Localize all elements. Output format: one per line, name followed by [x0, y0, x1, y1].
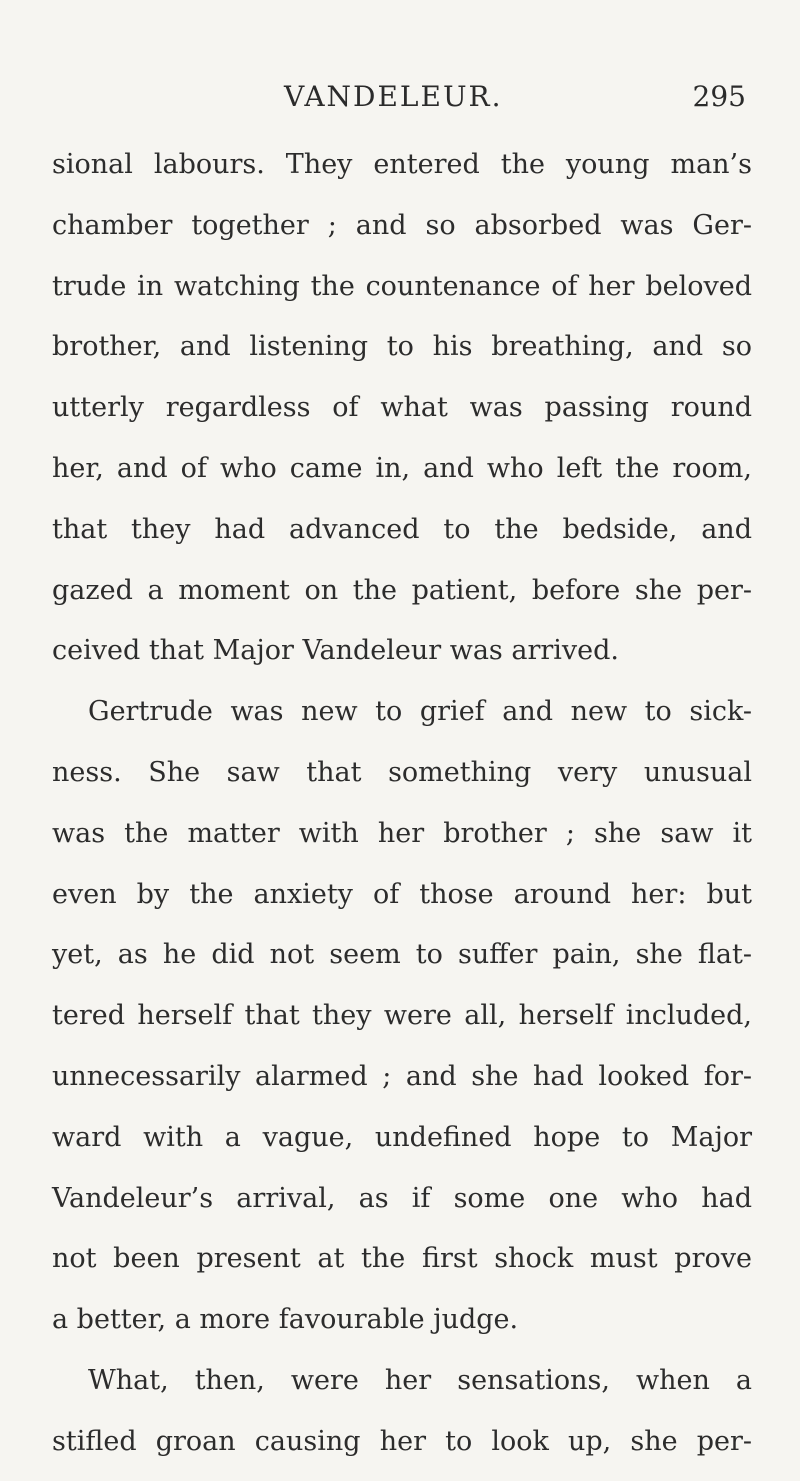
- text-line: trude in watching the countenance of her beloved: [52, 270, 752, 302]
- text-line: was the matter with her brother ; she saw it: [52, 817, 752, 849]
- running-title: VANDELEUR.: [284, 80, 503, 113]
- page-number: 295: [692, 80, 746, 113]
- text-line: yet, as he did not seem to suffer pain, she flat-: [52, 939, 752, 971]
- text-line: even by the anxiety of those around her: but: [52, 878, 752, 910]
- text-line: ceived that Major Vandeleur was arrived.: [52, 635, 620, 667]
- text-line: utterly regardless of what was passing round: [52, 392, 752, 424]
- text-line: that they had advanced to the bedside, and: [52, 513, 752, 545]
- text-line: What, then, were her sensations, when a: [88, 1364, 752, 1396]
- text-line: tered herself that they were all, herself included,: [52, 1000, 752, 1032]
- text-line: gazed a moment on the patient, before she per-: [52, 574, 752, 606]
- body-text: [52, 143, 752, 1481]
- text-line: a better, a more favourable judge.: [52, 1304, 519, 1336]
- text-line: chamber together ; and so absorbed was Ger-: [52, 209, 752, 241]
- running-head: [0, 80, 800, 124]
- text-line: not been present at the first shock must prove: [52, 1243, 752, 1275]
- text-line: her, and of who came in, and who left the room,: [52, 452, 752, 484]
- text-line: Vandeleur’s arrival, as if some one who had: [52, 1182, 752, 1214]
- text-line: unnecessarily alarmed ; and she had looked for-: [52, 1060, 752, 1092]
- text-line: sional labours. They entered the young man’s: [52, 149, 752, 180]
- text-line: stifled groan causing her to look up, she per-: [52, 1425, 752, 1457]
- text-line: brother, and listening to his breathing, and so: [52, 331, 752, 363]
- text-line: ness. She saw that something very unusual: [52, 756, 752, 788]
- text-line: Gertrude was new to grief and new to sick-: [88, 696, 752, 728]
- text-line: ward with a vague, undefined hope to Major: [52, 1121, 752, 1153]
